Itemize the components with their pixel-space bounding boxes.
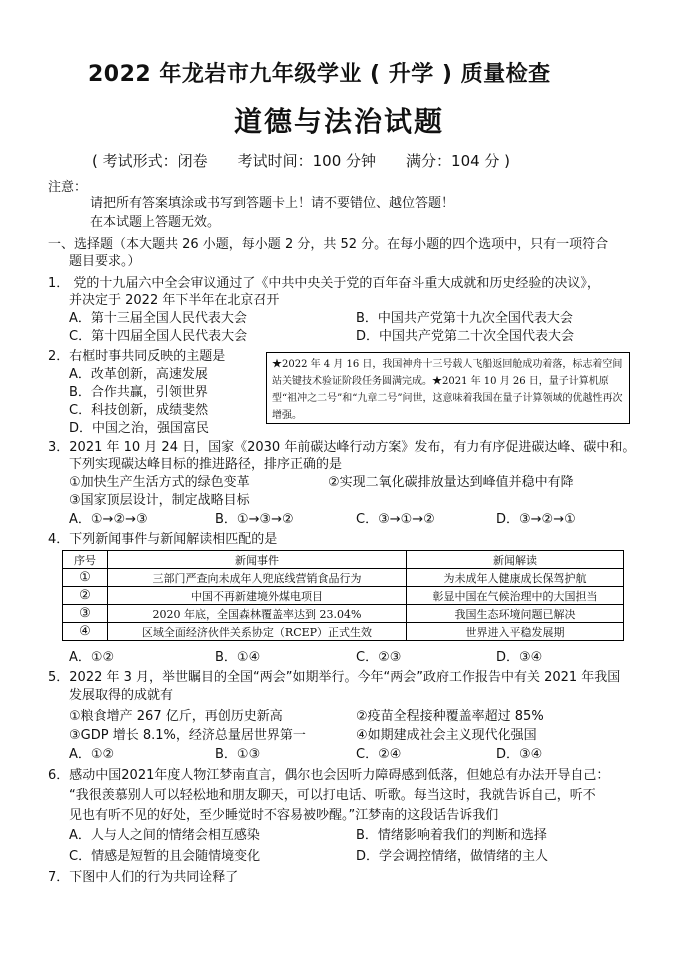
section-heading: 题目要求。） (69, 254, 141, 269)
option: A．①→②→③ (69, 512, 148, 527)
notice-line: 在本试题上答题无效。 (90, 215, 221, 230)
table-cell: ④ (63, 623, 108, 641)
option: B．①③ (215, 747, 261, 762)
option: B．①→③→② (215, 512, 294, 527)
option: B．①④ (215, 650, 261, 665)
column-header: 序号 (63, 551, 108, 569)
statement-item: ③GDP 增长 8.1%，经济总量居世界第一 (69, 728, 306, 743)
section-heading: 一、选择题（本大题共 26 小题，每小题 2 分，共 52 分。在每小题的四个选项中，只有一项符合 (48, 237, 609, 252)
table-row (63, 569, 624, 587)
column-header: 新闻解读 (407, 551, 624, 569)
question-stem: 6．感动中国2021年度人物江梦南直言，偶尔也会因听力障碍感到低落，但她总有办法开导自己： (48, 768, 610, 783)
statement-item: ②实现二氧化碳排放量达到峰值并稳中有降 (328, 475, 574, 490)
option: C．科技创新，成绩斐然 (69, 403, 209, 418)
option: D．③→②→① (496, 512, 576, 527)
option: D．③④ (496, 747, 543, 762)
option: A．第十三届全国人民代表大会 (69, 311, 247, 326)
table-cell: 三部门严查向未成年人兜底线营销食品行为 (108, 569, 407, 587)
option: C．第十四届全国人民代表大会 (69, 329, 248, 344)
table-row (63, 605, 624, 623)
notice-line: 请把所有答案填涂或书写到答题卡上！请不要错位、越位答题！ (90, 196, 455, 211)
subject-title: 道德与法治试题 (234, 105, 445, 138)
question-stem: 5．2022 年 3 月，举世瞩目的全国“两会”如期举行。今年“两会”政府工作报告中有关 2021 年我国 (48, 670, 621, 685)
table-cell: 中国不再新建境外煤电项目 (108, 587, 407, 605)
option: B．中国共产党第十九次全国代表大会 (356, 311, 573, 326)
option: D．中国之治，强国富民 (69, 421, 210, 436)
option: A．①② (69, 747, 115, 762)
table-row (63, 623, 624, 641)
question-stem: 7．下图中人们的行为共同诠释了 (48, 870, 239, 885)
question-stem: 1． 党的十九届六中全会审议通过了《中共中央关于党的百年奋斗重大成就和历史经验的决议》， (48, 276, 600, 291)
option: C．情感是短暂的且会随情境变化 (69, 849, 261, 864)
table-cell: ③ (63, 605, 108, 623)
table-cell: 区域全面经济伙伴关系协定（RCEP）正式生效 (108, 623, 407, 641)
table-cell: 世界进入平稳发展期 (407, 623, 624, 641)
statement-item: ①粮食增产 267 亿斤，再创历史新高 (69, 709, 283, 724)
table-cell: 彰显中国在气候治理中的大国担当 (407, 587, 624, 605)
table-cell: 为未成年人健康成长保驾护航 (407, 569, 624, 587)
notice-label: 注意： (48, 180, 88, 195)
question-stem: “我很羡慕别人可以轻松地和朋友聊天，可以打电话、听歌。每当这时，我就告诉自己，听不 (69, 788, 596, 803)
table-header-row (63, 551, 624, 569)
question-stem: 见也有听不见的好处，至少睡觉时不容易被吵醒。”江梦南的这段话告诉我们 (69, 808, 499, 823)
option: D．③④ (496, 650, 543, 665)
table-cell: 2020 年底，全国森林覆盖率达到 23.04% (108, 605, 407, 623)
table-cell: ① (63, 569, 108, 587)
question-stem: 并决定于 2022 年下半年在北京召开 (69, 293, 280, 308)
option: B．合作共赢，引领世界 (69, 385, 208, 400)
option: C．③→①→② (356, 512, 435, 527)
question-stem: 发展取得的成就有 (69, 688, 174, 703)
option: D．学会调控情绪，做情绪的主人 (356, 849, 549, 864)
statement-item: ④如期建成社会主义现代化强国 (356, 728, 537, 743)
news-box: ★2022 年 4 月 16 日，我国神舟十三号载人飞船返回舱成功着落，标志着空间站关键技术验证阶段任务圆满完成。★2021 年 10 月 26 日，量子计算机原型“祖冲之二号”和“九章二号”问世，这意味着我国在量子计算领域的优越性再次增强。 (266, 352, 630, 424)
question-stem: 2．右框时事共同反映的主题是 (48, 349, 226, 364)
column-header: 新闻事件 (108, 551, 407, 569)
option: B．情绪影响着我们的判断和选择 (356, 828, 547, 843)
option: C．②③ (356, 650, 402, 665)
statement-item: ①加快生产生活方式的绿色变革 (69, 475, 250, 490)
news-table (62, 550, 624, 641)
option: D．中国共产党第二十次全国代表大会 (356, 329, 575, 344)
question-stem: 4．下列新闻事件与新闻解读相匹配的是 (48, 532, 278, 547)
table-row (63, 587, 624, 605)
option: C．②④ (356, 747, 402, 762)
exam-title: 2022 年龙岩市九年级学业 ( 升学 ) 质量检查 (88, 62, 551, 87)
question-stem: 下列实现碳达峰目标的推进路径，排序正确的是 (69, 457, 343, 472)
statement-item: ②疫苗全程接种覆盖率超过 85% (356, 709, 544, 724)
table-cell: 我国生态环境问题已解决 (407, 605, 624, 623)
exam-info: ( 考试形式：闭卷 考试时间：100 分钟 满分：104 分 ) (92, 152, 511, 170)
statement-item: ③国家顶层设计，制定战略目标 (69, 493, 250, 508)
option: A．①② (69, 650, 115, 665)
question-stem: 3．2021 年 10 月 24 日，国家《2030 年前碳达峰行动方案》发布，有力有序促进碳达峰、碳中和。 (48, 440, 636, 455)
option: A．人与人之间的情绪会相互感染 (69, 828, 260, 843)
table-cell: ② (63, 587, 108, 605)
option: A．改革创新，高速发展 (69, 367, 208, 382)
